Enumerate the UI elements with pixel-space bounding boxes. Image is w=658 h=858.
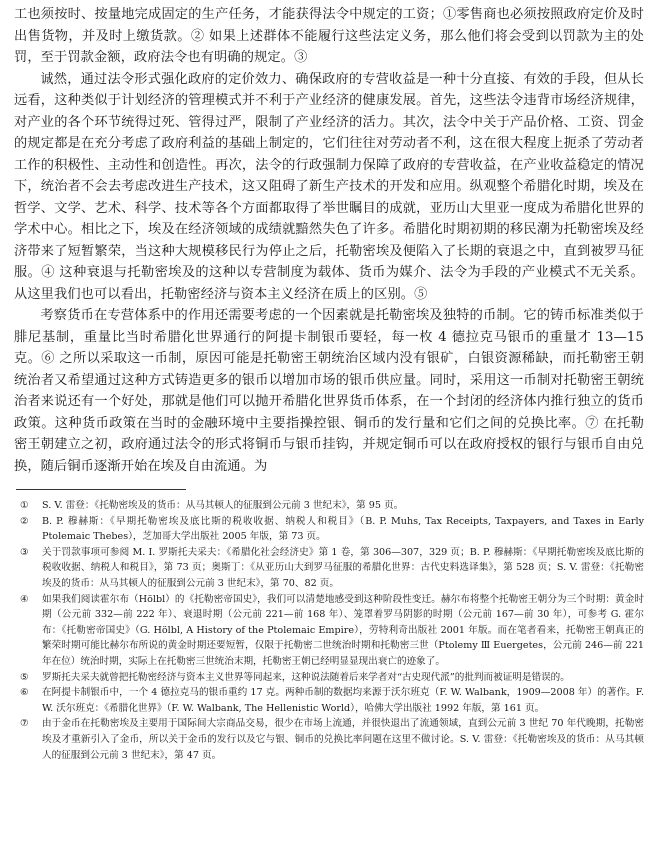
- footnote: [14, 685, 644, 716]
- paragraph: 考察货币在专营体系中的作用还需要考虑的一个因素就是托勒密埃及独特的币制。它的铸币标准类似于腓尼基制，重量比当时希腊化世界通行的阿提卡制银币要轻，每一枚 4 德拉克马银币的重量才 13—15 克。⑥ 之所以采取这一币制，原因可能是托勒密王朝统治区域内没有银矿，白银资源稀缺，而托勒密王朝统治者又希望通过这种方式铸造更多的银币以增加市场的银币供应量。同时，采用这一币制对托勒密王朝统治者来说还有一个好处，那就是他们可以抛开希腊化世界货币体系，在一个封闭的经济体内推行独立的货币政策。这种货币政策在当时的金融环境中主要指操控银、铜币的发行量和它们之间的兑换比率。⑦ 在托勒密王朝建立之初，政府通过法令的形式将铜币与银币挂钩，并规定铜币可以在政府授权的银行与银币自由兑换，随后铜币逐渐开始在埃及自由流通。为: [14, 308, 644, 474]
- footnote: [14, 498, 644, 514]
- footnote-text: 如果我们阅读霍尔布（Hölbl）的《托勒密帝国史》，我们可以清楚地感受到这种阶段性变迁。赫尔布将整个托勒密王朝分为三个时期：黄金时期（公元前 332—前 222 年）、衰退时期（公元前 221—前 168 年）、笼罩着罗马阴影的时期（公元前 167—前 30 年），可参考 G. 霍尔布：《托勒密帝国史》（G. Hölbl, A History of the Ptolemaic Empire），劳特利奇出版社 2001 年版。而在笔者看来，托勒密王朝真正的繁荣时期可能比赫尔布所说的黄金时期还要短暂，仅限于托勒密二世统治时期和托勒密三世（Ptolemy Ⅲ Euergetes，公元前 246—前 221 年在位）统治时期，实际上在托勒密三世统治末期，托勒密王朝已经明显显现出衰亡的迹象了。: [42, 593, 644, 667]
- footnote: [14, 514, 644, 545]
- footnote-number: ②: [20, 515, 29, 527]
- footnote-number: ③: [20, 546, 29, 558]
- footnote-number: ⑤: [20, 671, 29, 683]
- footnote: [14, 545, 644, 592]
- footnote-text: 在阿提卡制银币中，一个 4 德拉克马的银币重约 17 克。两种币制的数据均来源于沃尔班克（F. W. Walbank，1909—2008 年）的著作。F. W. 沃尔班克：《希腊化世界》（F. W. Walbank, The Hellenistic World），哈佛大学出版社 1992 年版，第 161 页。: [42, 687, 644, 714]
- paragraph: 诚然，通过法令形式强化政府的定价效力、确保政府的专营收益是一种十分直接、有效的手段，但从长远看，这种类似于计划经济的管理模式并不利于产业经济的健康发展。首先，这些法令违背市场经济规律，对产业的各个环节统得过死、管得过严，限制了产业经济的活力。其次，法令中关于产品价格、工资、罚金的规定都是在充分考虑了政府利益的基础上制定的，它们往往对劳动者不利，这在很大程度上扼杀了劳动者工作的积极性、主动性和创造性。再次，法令的行政强制力保障了政府的专营收益，在产业收益稳定的情况下，统治者不会去考虑改进生产技术，这又阻碍了新生产技术的开发和应用。纵观整个希腊化时期，埃及在哲学、文学、艺术、科学、技术等各个方面都取得了举世瞩目的成就，亚历山大里亚一度成为希腊化世界的学术中心。相比之下，埃及在经济领域的成绩就黯然失色了许多。希腊化时期初期的移民潮为托勒密埃及经济带来了短暂繁荣，当这种大规模移民行为停止之后，托勒密埃及便陷入了长期的衰退之中，直到被罗马征服。④ 这种衰退与托勒密埃及的这种以专营制度为载体、货币为媒介、法令为手段的产业模式不无关系。从这里我们也可以看出，托勒密经济与资本主义经济在质上的区别。⑤: [14, 71, 644, 302]
- footnote-text: B. P. 穆赫斯：《早期托勒密埃及底比斯的税收收据、纳税人和税目》（B. P. Muhs, Tax Receipts, Taxpayers, and Taxes in Early Ptolemaic Thebes），芝加哥大学出版社 2005 年版，第 73 页。: [42, 515, 644, 543]
- footnote-number: ④: [20, 593, 29, 605]
- footnote-text: 罗斯托夫采夫就曾把托勒密经济与资本主义世界等同起来，这种说法随着后来学者对“古史现代派”的批判而被证明是错误的。: [42, 671, 570, 683]
- footnote: [14, 592, 644, 670]
- footnote: [14, 716, 644, 763]
- footnote-number: ⑥: [20, 687, 29, 699]
- footnote: [14, 670, 644, 686]
- main-text: [14, 4, 644, 477]
- footnote-number: ①: [20, 500, 29, 511]
- footnote-text: 由于金币在托勒密埃及主要用于国际间大宗商品交易，很少在市场上流通，并很快退出了流通领域，直到公元前 3 世纪 70 年代晚期，托勒密埃及才重新引入了金币，所以关于金币的发行以及它与银、铜币的兑换比率问题在这里不做讨论。S. V. 雷登：《托勒密埃及的货币：从马其顿人的征服到公元前 3 世纪末》，第 47 页。: [42, 718, 644, 761]
- footnote-number: ⑦: [20, 718, 29, 730]
- footnote-text: S. V. 雷登：《托勒密埃及的货币：从马其顿人的征服到公元前 3 世纪末》，第 95 页。: [42, 500, 404, 511]
- footnotes: [14, 498, 644, 763]
- footnote-text: 关于罚款事项可参阅 M. I. 罗斯托夫采夫：《希腊化社会经济史》第 1 卷，第 306—307，329 页；B. P. 穆赫斯：《早期托勒密埃及底比斯的税收收据、纳税人和税目》，第 73 页；奥斯丁：《从亚历山大到罗马征服的希腊化世界：古代史料选译集》，第 528 页；S. V. 雷登：《托勒密埃及的货币：从马其顿人的征服到公元前 3 世纪末》，第 70、82 页。: [42, 546, 644, 589]
- paragraph-continued: 工也须按时、按量地完成固定的生产任务，才能获得法令中规定的工资；①零售商也必须按照政府定价及时出售货物，并及时上缴货款。② 如果上述群体不能履行这些法定义务，那么他们将会受到以罚款为主的处罚，至于罚款金额，政府法令也有明确的规定。③: [14, 7, 644, 65]
- footnote-divider: [16, 489, 186, 490]
